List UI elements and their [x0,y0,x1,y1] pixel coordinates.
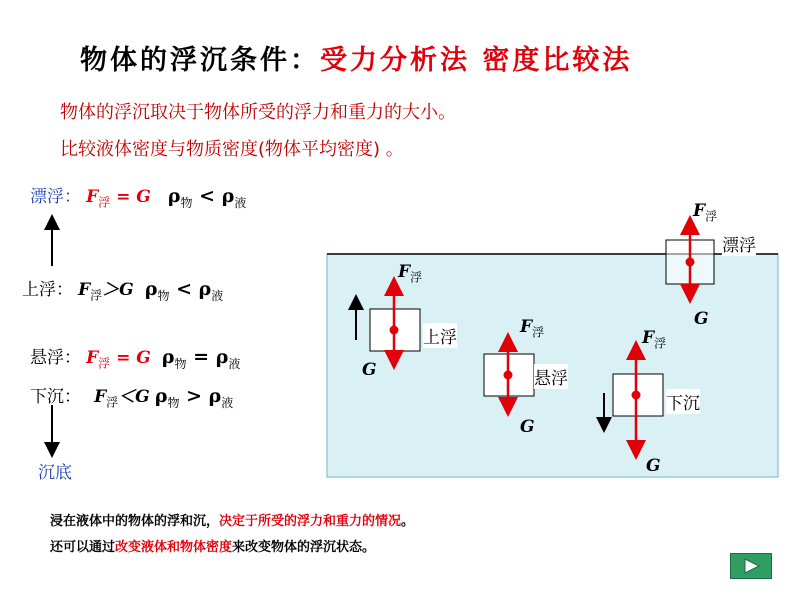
sink-center [632,391,641,400]
intro-line-1: 物体的浮沉取决于物体所受的浮力和重力的大小。 [60,102,456,123]
state-bottom-label: 沉底 [38,463,72,483]
sink-fup-label: $F_浮$ [642,328,667,351]
state-suspend-eq: $F_浮 = G$ [86,348,151,371]
intro-line-2: 比较液体密度与物质密度(物体平均密度) 。 [60,139,404,160]
float-fup-label: $F_浮$ [693,201,718,224]
rise-g-label: G [362,360,377,380]
note-1-end: 。 [401,514,415,529]
note-line-2 [50,536,375,555]
state-rise-label: 上浮： [22,280,73,300]
rise-center [390,326,399,335]
note-1-text: 浸在液体中的物体的浮和沉， [50,514,220,529]
title-methods: 受力分析法 密度比较法 [320,45,633,76]
rise-fup-label: $F_浮$ [398,262,423,285]
sink-label: 下沉 [666,389,700,414]
next-slide-button[interactable] [730,553,772,579]
state-rise-rho: $\rho_物 < \rho_液$ [144,278,224,303]
state-sink-eq: $F_浮<G$ [94,387,150,410]
title-main: 物体的浮沉条件： [80,45,320,76]
float-g-label: G [694,309,709,329]
state-float-label: 漂浮： [30,187,81,207]
float-center [686,258,695,267]
suspend-center [504,371,513,380]
state-sink-rho: $\rho_物 > \rho_液$ [154,385,234,410]
suspend-g-label: G [520,417,535,437]
note-line-1 [50,510,414,529]
sink-g-label: G [646,456,661,476]
suspend-label: 悬浮 [534,364,568,389]
float-label: 漂浮 [722,231,756,256]
suspend-fup-label: $F_浮$ [520,317,545,340]
state-float-rho: $\rho_物 < \rho_液$ [167,185,247,210]
note-1-highlight: 决定于所受的浮力和重力的情况 [219,514,402,529]
note-2-highlight: 改变液体和物体密度 [115,540,233,555]
state-sink-label: 下沉： [30,387,81,407]
state-float-eq: $F_浮 = G$ [86,187,151,210]
state-rise-eq: $F_浮>G$ [78,280,134,303]
state-suspend-rho: $\rho_物 = \rho_液$ [161,346,241,371]
play-arrow-icon [731,554,771,578]
state-suspend-label: 悬浮： [30,348,81,368]
note-2-start: 还可以通过 [50,540,116,555]
note-2-end: 来改变物体的浮沉状态。 [232,540,376,555]
rise-label: 上浮 [423,323,457,348]
